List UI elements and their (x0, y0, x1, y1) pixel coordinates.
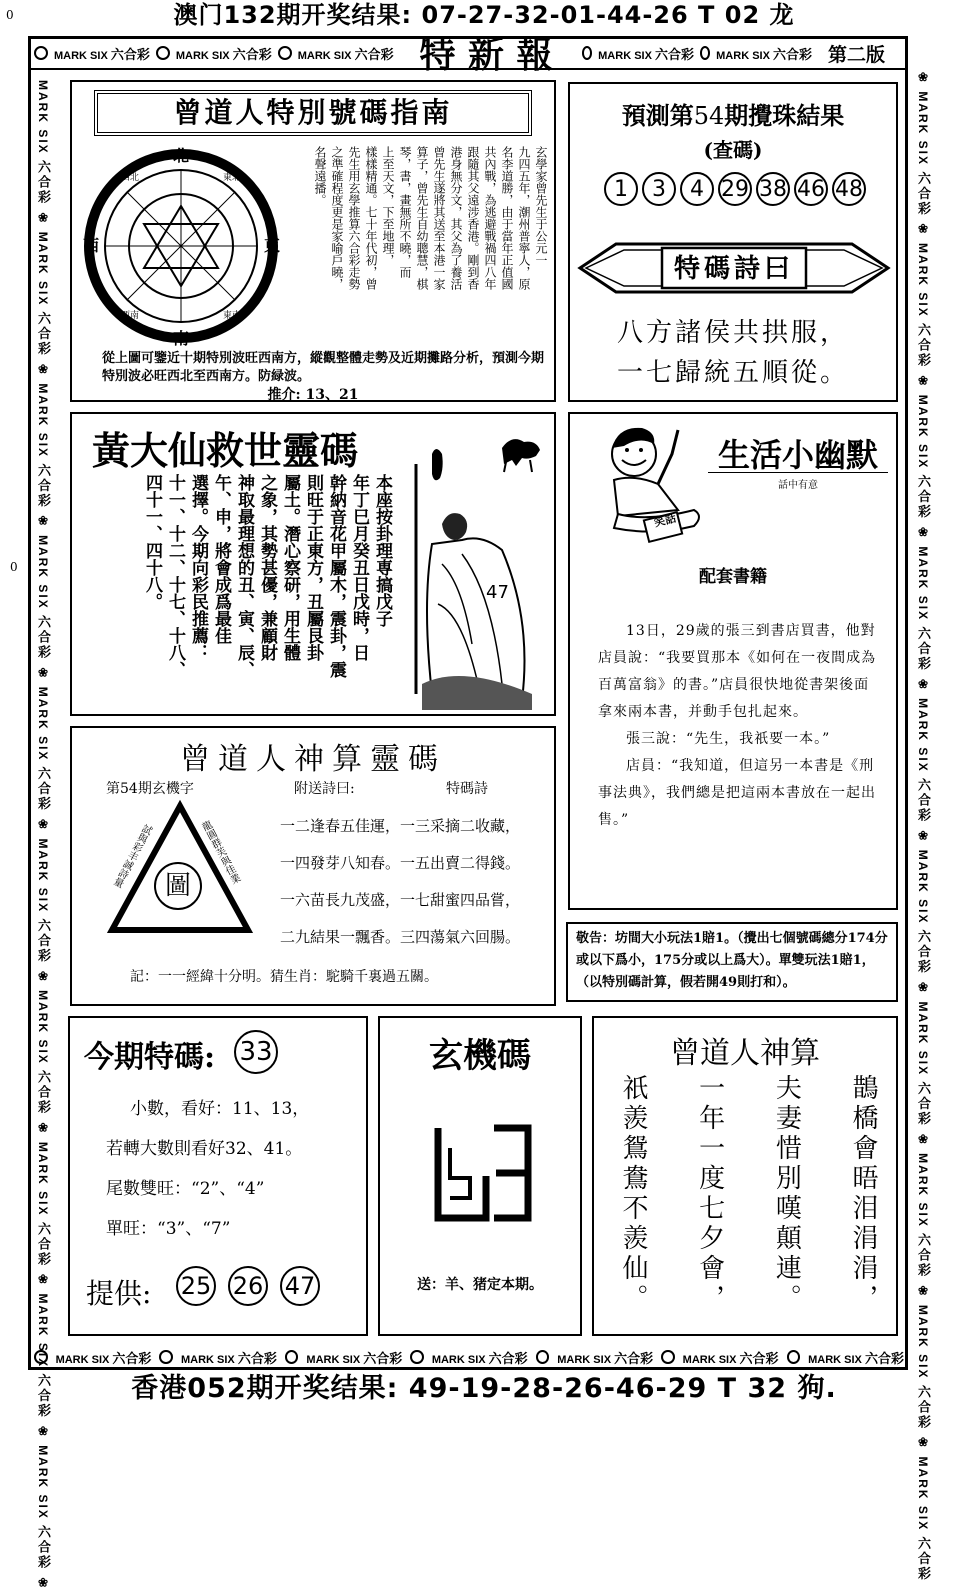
poem-line: 一四發芽八知春。一五出賣二得錢。 (280, 854, 521, 872)
wong-col: 則旺于正東方，丑屬艮卦 (303, 474, 323, 661)
guide-col: 上至天文，下至地理， (381, 146, 395, 266)
guide-analysis: 從上圖可鑒近十期特別波旺西南方，縱觀整體走勢及近期攤路分析，預測今期特別波必旺西北至西南方。防緑波。 (102, 351, 545, 384)
flower-icon (159, 1350, 173, 1364)
header-watermark-left (34, 40, 394, 66)
watermark: MARK SIX 六合彩 (808, 1350, 904, 1366)
flower-icon (410, 1350, 424, 1364)
guide-col: 樣樣精通。七十年代初，曾 (364, 146, 378, 290)
guide-col: 算子，曾先生自幼聰慧，棋 (415, 146, 429, 290)
story-text (598, 618, 882, 834)
today-line-3: 尾數雙旺：“2”、“4” (106, 1179, 265, 1199)
watermark: MARK SIX 六合彩 (716, 46, 812, 62)
flower-icon (34, 1350, 48, 1364)
guide-recommend: 推介: 13、21 (267, 387, 359, 403)
god-title: 曾道人神算 (670, 1036, 820, 1071)
shensuan-label-2: 附送詩曰: (294, 781, 355, 797)
wong-title: 黃大仙救世靈碼 (92, 428, 359, 473)
flower-icon (787, 1350, 801, 1364)
wong-col: 之象，其勢甚優，兼顧財 (257, 474, 277, 661)
cartoon-man-illustration (596, 420, 726, 550)
triangle-right-text: 龍圓群芙與佳業 (198, 819, 241, 887)
poem-title: 特碼詩曰 (673, 254, 794, 284)
today-number: 33 (234, 1030, 278, 1074)
wong-text (102, 474, 392, 712)
watermark: MARK SIX 六合彩 (55, 1350, 152, 1366)
flower-icon (285, 1350, 299, 1364)
predict-numbers (580, 172, 890, 206)
god-col: 一年一度七夕會， (694, 1074, 725, 1314)
triangle-left-text: 試與彩丰誠詩量 (110, 821, 153, 889)
guide-col: 九四五年，潮州普寧人，原 (517, 146, 531, 290)
wong-col: 神取最理想的丑、寅、辰、 (234, 474, 254, 678)
number-ball: 3 (642, 172, 676, 206)
wong-col: 午、申，將會成爲最佳 (211, 474, 231, 644)
story-paragraph: 張三說：“先生，我祇要一本。” (626, 731, 831, 747)
guide-col: 先生用玄學推算六合彩走勢 (347, 146, 361, 290)
bottom-watermark-row (34, 1346, 904, 1368)
compass-west: 西 (82, 236, 100, 255)
poem-line: 二九結果一飄香。三四蕩氣六回腸。 (280, 928, 521, 946)
number-ball: 4 (680, 172, 714, 206)
compass-north: 北 (172, 146, 190, 165)
story-paragraph: 店員：“我知道，但這另一本書是《刑事法典》，我們總是把這兩本書放在一起出售。” (598, 758, 876, 828)
guide-col: 之準確程度更是家喻戶曉， (330, 146, 344, 290)
watermark: MARK SIX 六合彩 (180, 1350, 277, 1366)
header-watermark-right (582, 40, 812, 66)
immortal-illustration (402, 424, 552, 712)
wong-col: 十一、十二、十七、十八、 (165, 474, 185, 678)
today-line-2: 若轉大數則看好32、41。 (106, 1139, 303, 1159)
god-col: 鵲橋會晤泪涓涓， (847, 1074, 878, 1314)
guide-text (286, 146, 548, 346)
shensuan-label-3: 特碼詩 (446, 781, 488, 797)
number-ball: 25 (176, 1266, 216, 1306)
humor-panel (568, 412, 898, 910)
wong-col: 四十一、四十八。 (142, 474, 162, 610)
number-ball: 46 (794, 172, 828, 206)
number-ball: 47 (280, 1266, 320, 1306)
left-watermark-strip: MARK SIX 六合彩 ❀ MARK SIX 六合彩 ❀ MARK SIX 六合彩 ❀ MARK SIX 六合彩 ❀ MARK SIX 六合彩 ❀ MARK SIX 六合彩 ❀ MARK SIX 六合彩 ❀ MARK SIX 六合彩 ❀ MARK SIX 六合彩 ❀ MARK SIX 六合彩 ❀ (36, 80, 51, 1592)
guide-col: 港身無分文，其父為了養活 (449, 146, 463, 290)
guide-col: 曾先生遂將其送至本港一家 (432, 146, 446, 290)
watermark: MARK SIX 六合彩 (54, 46, 150, 62)
shensuan-poem (280, 808, 556, 956)
wong-col: 幹納音花甲屬木，震卦，震 (326, 474, 346, 678)
god-col: 祇羨鴛鴦不羨仙。 (618, 1074, 648, 1314)
poem-line: 一六苗長九茂盛，一七甜蜜四品嘗， (280, 891, 521, 909)
flower-icon (34, 46, 48, 60)
wong-panel (70, 412, 556, 716)
side-mark: 0 (10, 560, 18, 574)
compass-east: 東 (263, 236, 281, 255)
side-mark: 0 (6, 8, 14, 22)
god-col: 夫妻惜別嘆顛連。 (771, 1074, 802, 1314)
cartoon-sign: 笑話 (652, 511, 678, 530)
right-watermark-strip: ❀ MARK SIX 六合彩 ❀ MARK SIX 六合彩 ❀ MARK SIX 六合彩 ❀ MARK SIX 六合彩 ❀ MARK SIX 六合彩 ❀ MARK SIX 六合彩 ❀ MARK SIX 六合彩 ❀ MARK SIX 六合彩 ❀ MARK SIX 六合彩 ❀ MARK SIX 六合彩 (916, 70, 931, 1582)
today-panel (68, 1016, 368, 1336)
flower-icon (582, 46, 592, 60)
guide-col: 玄學家曾先生于公元一 (534, 146, 548, 266)
watermark: MARK SIX 六合彩 (598, 46, 694, 62)
number-ball: 29 (718, 172, 752, 206)
watermark: MARK SIX 六合彩 (175, 46, 272, 62)
watermark: MARK SIX 六合彩 (306, 1350, 403, 1366)
guide-col: 名聲遠播。 (313, 146, 327, 206)
compass-diagram (82, 146, 280, 346)
watermark: MARK SIX 六合彩 (682, 1350, 779, 1366)
humor-title-underline (708, 472, 888, 473)
macau-result-bar: 澳门132期开奖结果: 07-27-32-01-44-26 T 02 龙 (173, 1, 795, 29)
number-ball: 26 (228, 1266, 268, 1306)
guide-title: 曾道人特別號碼指南 (94, 90, 532, 136)
flower-icon (661, 1350, 675, 1364)
notice-panel (566, 922, 898, 1002)
wong-col: 屬土。潛心察研，用生體 (280, 474, 300, 661)
edition-label: 第二版 (828, 44, 886, 66)
xuanji-glyph (428, 1118, 538, 1228)
compass-se: 東南 (222, 311, 242, 321)
flower-icon (278, 46, 292, 60)
wong-col: 本座按卦理専搞戊子 (372, 474, 392, 627)
wong-col: 選擇。今期向彩民推薦： (188, 474, 208, 661)
number-ball: 1 (604, 172, 638, 206)
god-poem (618, 1074, 878, 1332)
predict-sub: (查碼) (703, 138, 763, 162)
xuanji-title: 玄機碼 (429, 1036, 531, 1076)
wong-col: 年丁巳月癸丑日戊時，日 (349, 474, 369, 661)
compass-nw: 西北 (120, 173, 140, 183)
predict-title: 預測第54期攪珠結果 (621, 101, 845, 130)
paper-title: 特 新 報 (419, 34, 553, 76)
provide-numbers (174, 1266, 322, 1306)
header-divider (30, 68, 906, 70)
flower-icon (536, 1350, 550, 1364)
number-ball: 38 (756, 172, 790, 206)
predict-panel (568, 82, 898, 402)
humor-title: 生活小幽默 (717, 436, 878, 474)
story-paragraph: 13日，29歲的張三到書店買書，他對店員說：“我要買那本《如何在一夜間成為百萬富翁》的書。”店員很快地從書架後面拿來兩本書，并動手包扎起來。 (598, 623, 877, 720)
today-line-4: 單旺：“3”、“7” (106, 1219, 231, 1239)
compass-south: 南 (172, 329, 190, 348)
watermark: MARK SIX 六合彩 (557, 1350, 654, 1366)
humor-sub: 話中有意 (778, 480, 818, 491)
notice-text: 敬告：坊間大小玩法1賠1。（攪出七個號碼總分174分或以下爲小，175分或以上爲大）。單雙玩法1賠1，（以特別碼計算，假若開49則打和）。 (576, 931, 888, 990)
flower-icon (156, 46, 170, 60)
watermark: MARK SIX 六合彩 (297, 46, 394, 62)
guide-col: 琴，書，畫無所不曉，而 (398, 146, 412, 278)
poem-line: 一二逢春五佳運，一三采摘二收藏， (280, 817, 521, 835)
guide-col: 共內戰，為逃避戰禍四八年 (483, 146, 497, 290)
god-panel (592, 1016, 898, 1336)
shensuan-label-1: 第54期玄機字 (106, 781, 194, 797)
compass-sw: 西南 (120, 311, 140, 321)
hk-result-bar: 香港052期开奖结果: 49-19-28-26-46-29 T 32 狗. (131, 1373, 837, 1404)
xuanji-note: 送：羊、猪定本期。 (417, 1277, 543, 1293)
xuanji-panel (378, 1016, 582, 1336)
number-ball: 48 (832, 172, 866, 206)
today-line-1: 小數，看好：11、13， (130, 1099, 310, 1119)
poem-line-1: 八方諸侯共拱服， (616, 318, 849, 348)
guide-panel (70, 80, 556, 402)
triangle-char: 圖 (154, 862, 202, 910)
guide-col: 名李道勝，由于當年正值國 (500, 146, 514, 290)
provide-label: 提供: (86, 1277, 152, 1310)
story-title: 配套書籍 (699, 567, 767, 587)
shensuan-note: 記：一一經緯十分明。猜生肖：駝騎千裏過五關。 (130, 969, 438, 985)
poem-line-2: 一七歸統五順從。 (616, 358, 849, 388)
shensuan-panel (70, 726, 556, 1006)
flower-icon (700, 46, 710, 60)
compass-ne: 東北 (222, 173, 242, 183)
guide-col: 跟隨其父遠涉香港。剛到香 (466, 146, 480, 290)
immortal-number: 47 (486, 582, 509, 603)
watermark: MARK SIX 六合彩 (431, 1350, 528, 1366)
today-title: 今期特碼: (84, 1040, 216, 1075)
shensuan-title: 曾道人神算靈碼 (180, 742, 446, 777)
